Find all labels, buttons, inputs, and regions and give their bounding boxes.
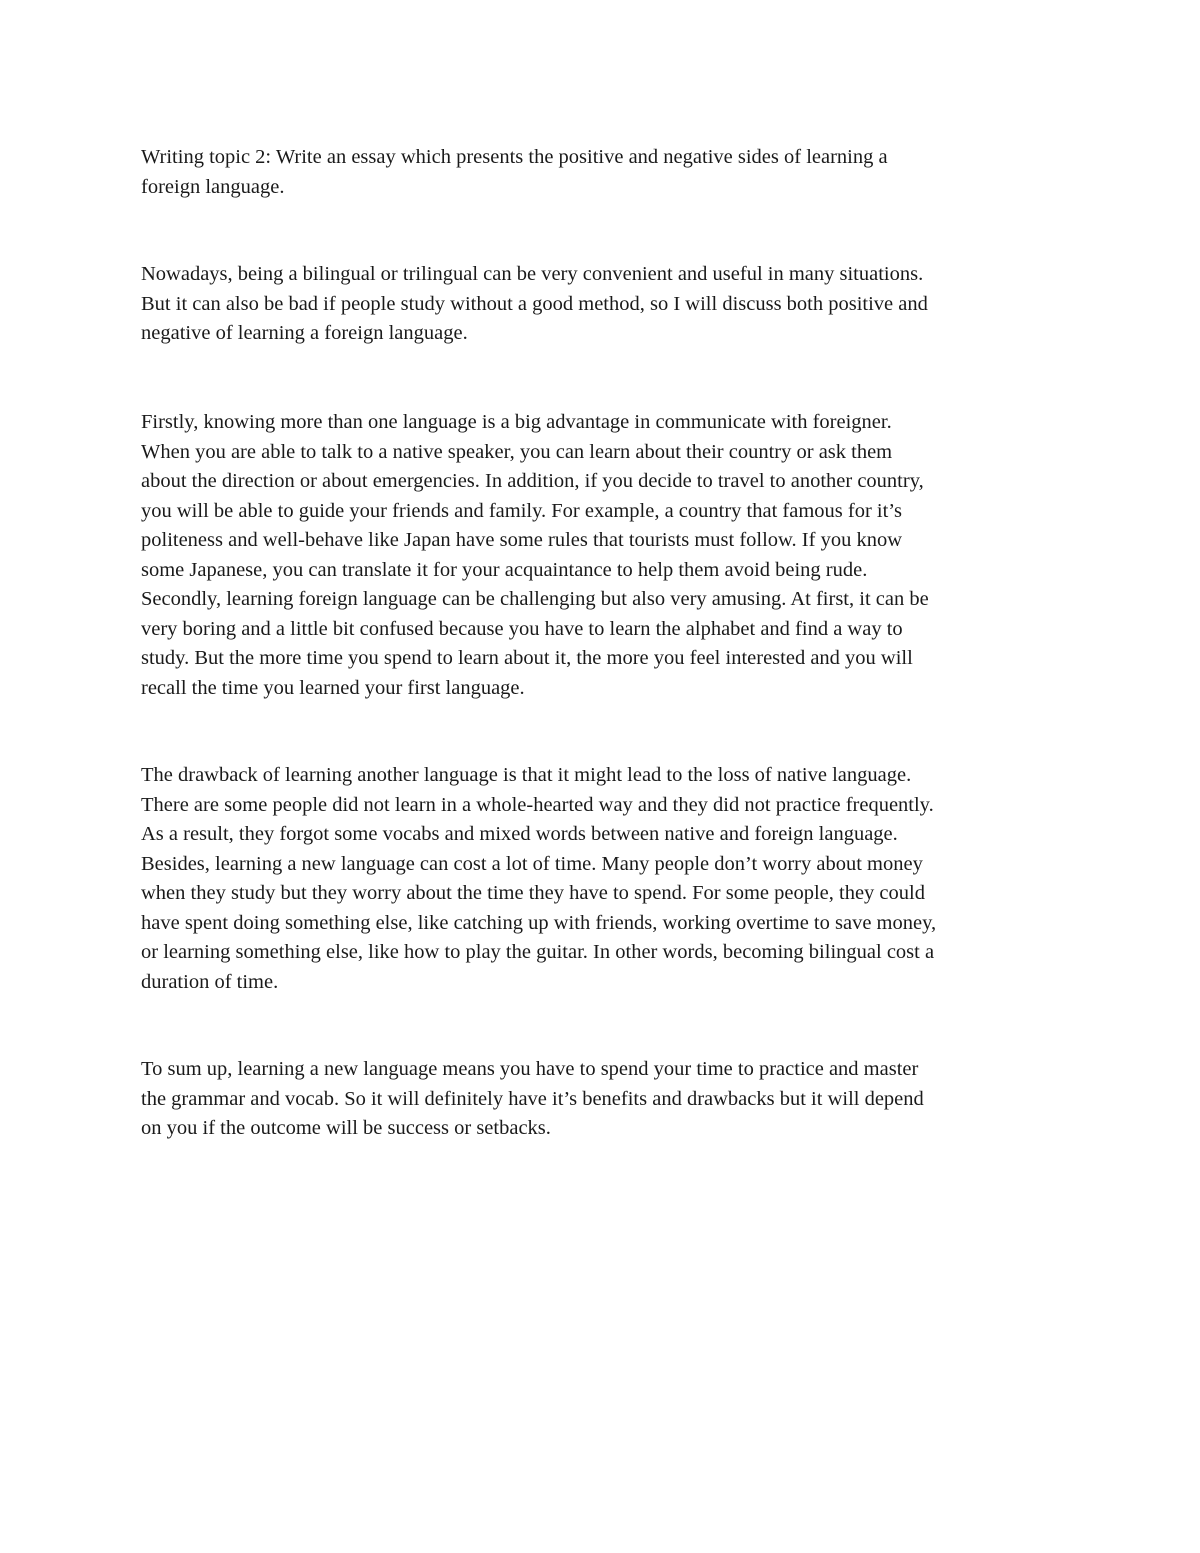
text-line: about the direction or about emergencies. In addition, if you decide to travel to another country, bbox=[141, 470, 924, 492]
text-line: on you if the outcome will be success or setbacks. bbox=[141, 1117, 551, 1139]
text-line: To sum up, learning a new language means you have to spend your time to practice and master bbox=[141, 1058, 919, 1080]
text-line: Besides, learning a new language can cost a lot of time. Many people don’t worry about money bbox=[141, 852, 923, 875]
text-line: when they study but they worry about the time they have to spend. For some people, they could bbox=[141, 882, 925, 904]
text-line: duration of time. bbox=[141, 970, 279, 993]
text-line: negative of learning a foreign language. bbox=[141, 322, 468, 344]
text-line: foreign language. bbox=[141, 175, 285, 198]
text-line: When you are able to talk to a native speaker, you can learn about their country or ask them bbox=[141, 440, 893, 463]
text-line: Firstly, knowing more than one language is a big advantage in communicate with foreigner. bbox=[141, 411, 892, 433]
text-line: the grammar and vocab. So it will definitely have it’s benefits and drawbacks but it will depend bbox=[141, 1087, 924, 1110]
text-line: you will be able to guide your friends and family. For example, a country that famous for it’s bbox=[141, 499, 902, 522]
text-line: Writing topic 2: Write an essay which presents the positive and negative sides of learning a bbox=[141, 146, 888, 168]
text-line: recall the time you learned your first language. bbox=[141, 676, 525, 699]
text-line: study. But the more time you spend to learn about it, the more you feel interested and you will bbox=[141, 647, 913, 669]
text-line: There are some people did not learn in a whole-hearted way and they did not practice frequently. bbox=[141, 793, 934, 816]
text-line: have spent doing something else, like catching up with friends, working overtime to save money, bbox=[141, 911, 937, 934]
conclusion-paragraph bbox=[141, 1055, 1066, 1144]
text-line: politeness and well-behave like Japan have some rules that tourists must follow. If you know bbox=[141, 529, 902, 551]
text-line: The drawback of learning another language is that it might lead to the loss of native language. bbox=[141, 764, 912, 786]
body-paragraph-advantages bbox=[141, 408, 1066, 703]
text-line: Nowadays, being a bilingual or trilingual can be very convenient and useful in many situations. bbox=[141, 263, 924, 285]
text-line: As a result, they forgot some vocabs and mixed words between native and foreign language. bbox=[141, 823, 898, 845]
intro-paragraph bbox=[141, 260, 1066, 349]
text-line: very boring and a little bit confused because you have to learn the alphabet and find a way to bbox=[141, 617, 903, 640]
body-paragraph-drawbacks bbox=[141, 761, 1066, 997]
text-line: some Japanese, you can translate it for your acquaintance to help them avoid being rude. bbox=[141, 558, 868, 581]
text-line: Secondly, learning foreign language can be challenging but also very amusing. At first, it can be bbox=[141, 588, 929, 610]
text-line: or learning something else, like how to play the guitar. In other words, becoming bilingual cost a bbox=[141, 941, 935, 963]
text-line: But it can also be bad if people study without a good method, so I will discuss both positive and bbox=[141, 292, 928, 315]
writing-topic bbox=[141, 143, 1066, 202]
